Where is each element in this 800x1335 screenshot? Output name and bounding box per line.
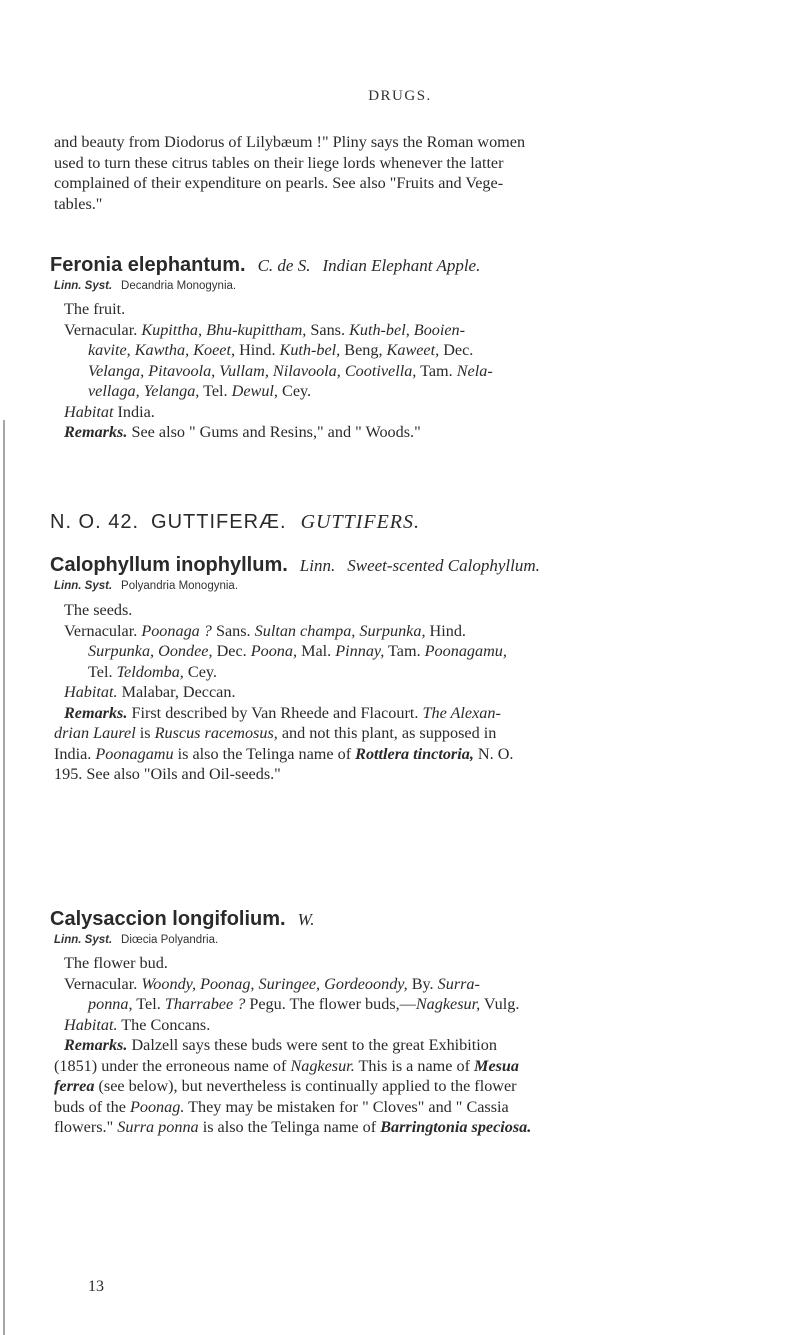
language-abbr: Hind. <box>235 341 280 359</box>
remarks-text: See also " Gums and Resins," and " Woods." <box>127 423 421 441</box>
species-author: Linn. <box>299 556 336 575</box>
remarks-text: This is a name of <box>354 1056 475 1075</box>
remarks-text: 195. See also "Oils and Oil-seeds." <box>54 765 281 783</box>
remarks-term: Ruscus racemosus, <box>154 724 278 742</box>
remarks-line <box>54 422 768 443</box>
entry-heading-calophyllum <box>50 554 770 577</box>
habitat-value: India. <box>113 402 155 421</box>
order-latin-name: GUTTIFERÆ. <box>151 511 287 533</box>
linn-abbr: Linn. Syst. <box>54 934 113 946</box>
remarks-text: and not this plant, as supposed in <box>277 724 497 742</box>
vernacular-term: Velanga, Pitavoola, Vullam, Nilavoola, Cootivella, <box>88 361 417 380</box>
remarks-text: (1851) under the erroneous name of <box>54 1056 291 1075</box>
habitat-label: Habitat <box>64 402 114 421</box>
remarks-term: The Alexan- <box>422 703 501 722</box>
language-abbr: Tel. <box>199 382 232 400</box>
calysaccion-body <box>54 953 768 1138</box>
vernacular-term: Kuth-bel, <box>279 341 341 359</box>
language-abbr: Sans. <box>211 621 255 640</box>
vernacular-term: Tharrabee ? <box>164 995 246 1013</box>
remarks-text: India. <box>54 744 96 763</box>
remarks-term: drian Laurel <box>54 724 136 742</box>
plant-part: The flower bud. <box>64 954 168 972</box>
vernacular-term: Poonaga ? <box>141 621 212 640</box>
remarks-text: They may be mistaken for " Cloves" and " Cassia <box>184 1097 509 1116</box>
natural-order-heading <box>50 511 420 534</box>
habitat-line <box>54 1015 768 1036</box>
remarks-text: is also the Telinga name of <box>198 1118 381 1136</box>
running-head: DRUGS. <box>368 88 432 104</box>
language-abbr: Dec. <box>439 341 474 359</box>
vernacular-term: Poona, <box>250 642 298 660</box>
language-abbr: Dec. <box>212 642 251 660</box>
vernacular-term: Woondy, Poonag, Suringee, Gordeoondy, <box>141 974 408 993</box>
vernacular-term: Teldomba, <box>116 662 184 681</box>
vernacular-term: Kuth-bel, Booien- <box>349 320 466 339</box>
species-author: W. <box>297 910 315 929</box>
vernacular-term: Kupittha, Bhu-kupittham, <box>141 320 307 339</box>
vernacular-term: vellaga, Yelanga, <box>88 382 200 400</box>
calophyllum-body <box>54 600 768 785</box>
vernacular-names <box>54 320 768 402</box>
linn-class: Polyandria Monogynia. <box>121 580 239 592</box>
habitat-label: Habitat. <box>64 683 118 701</box>
remarks-label: Remarks. <box>64 423 128 441</box>
vernacular-label: Vernacular. <box>64 974 138 993</box>
remarks-text: First described by Van Rheede and Flacourt. <box>127 703 423 722</box>
remarks-text: Dalzell says these buds were sent to the great Exhibition <box>127 1036 497 1054</box>
habitat-line <box>54 402 768 423</box>
habitat-value: The Concans. <box>117 1015 211 1034</box>
remarks-text: Pegu. The flower buds,— <box>245 995 416 1013</box>
vernacular-term: Pinnay, <box>335 642 385 660</box>
vernacular-names <box>54 974 768 1015</box>
language-abbr: Tam. <box>416 361 457 380</box>
linn-abbr: Linn. Syst. <box>54 580 113 592</box>
habitat-line <box>54 682 768 703</box>
habitat-value: Malabar, Deccan. <box>117 683 236 701</box>
remarks-label: Remarks. <box>64 1036 128 1054</box>
remarks-text: is <box>135 724 155 742</box>
entry-heading-calysaccion <box>50 908 770 931</box>
feronia-body <box>54 299 768 443</box>
language-abbr: By. <box>407 974 438 993</box>
remarks-term: Barringtonia speciosa. <box>380 1118 532 1136</box>
order-english-name: GUTTIFERS. <box>300 511 421 533</box>
remarks-term: Rottlera tinctoria, <box>355 744 474 763</box>
plant-part: The seeds. <box>64 601 133 619</box>
vernacular-term: kavite, Kawtha, Koeet, <box>88 341 236 359</box>
remarks-term: Poonag. <box>129 1097 185 1116</box>
binding-edge-line <box>3 420 5 1335</box>
common-name: Sweet-scented Calophyllum. <box>347 556 540 575</box>
vernacular-names <box>54 621 768 683</box>
plant-part: The fruit. <box>64 300 126 318</box>
species-name: Calysaccion longifolium. <box>50 908 286 930</box>
language-abbr: Tam. <box>384 642 425 660</box>
vernacular-term: Nagkesur, <box>415 995 481 1013</box>
remarks-text: (see below), but nevertheless is continually applied to the flower <box>94 1077 517 1095</box>
intro-line: tables." <box>54 194 103 213</box>
remarks-label: Remarks. <box>64 703 128 722</box>
intro-paragraph <box>54 132 768 214</box>
vernacular-term: Surpunka, Oondee, <box>88 642 213 660</box>
linn-class: Diœcia Polyandria. <box>121 934 219 946</box>
vernacular-term: Sultan champa, Surpunka, <box>254 621 426 640</box>
common-name: Indian Elephant Apple. <box>322 256 481 275</box>
vernacular-term: Nela- <box>456 361 493 380</box>
page-number: 13 <box>88 1278 104 1295</box>
species-name: Feronia elephantum. <box>50 254 246 276</box>
vernacular-label: Vernacular. <box>64 320 138 339</box>
remarks-text: is also the Telinga name of <box>173 744 356 763</box>
vernacular-label: Vernacular. <box>64 621 138 640</box>
language-abbr: Cey. <box>183 662 217 681</box>
remarks-term: Poonagamu <box>95 744 174 763</box>
remarks-term: Nagkesur. <box>290 1056 355 1075</box>
remarks-text: flowers." <box>54 1118 118 1136</box>
entry-heading-feronia <box>50 254 770 277</box>
intro-line: and beauty from Diodorus of Lilybæum !" Pliny says the Roman women <box>54 133 526 151</box>
vernacular-term: Poonagamu, <box>424 642 507 660</box>
linnaean-system <box>54 580 238 592</box>
language-abbr: Beng, <box>340 341 387 359</box>
language-abbr: Mal. <box>297 642 336 660</box>
species-name: Calophyllum inophyllum. <box>50 554 288 576</box>
language-abbr: Hind. <box>425 621 466 640</box>
linnaean-system <box>54 280 236 292</box>
vernacular-term: ponna, <box>88 995 133 1013</box>
language-abbr: Tel. <box>88 662 117 681</box>
language-abbr: Cey. <box>277 382 312 400</box>
vernacular-term: Dewul, <box>231 382 278 400</box>
remarks-text: buds of the <box>54 1097 130 1116</box>
remarks-paragraph <box>54 703 768 785</box>
remarks-term: ferrea <box>54 1077 95 1095</box>
vernacular-term: Kaweet, <box>386 341 440 359</box>
language-abbr: Vulg. <box>480 995 520 1013</box>
intro-line: complained of their expenditure on pearls. See also "Fruits and Vege- <box>54 174 504 192</box>
remarks-paragraph <box>54 1035 768 1138</box>
language-abbr: Tel. <box>132 995 165 1013</box>
remarks-term: Surra ponna <box>117 1118 199 1136</box>
language-abbr: Sans. <box>306 320 350 339</box>
remarks-term: Mesua <box>474 1056 520 1075</box>
habitat-label: Habitat. <box>64 1015 118 1034</box>
vernacular-term: Surra- <box>437 974 480 993</box>
remarks-text: N. O. <box>473 744 514 763</box>
linn-abbr: Linn. Syst. <box>54 280 113 292</box>
order-number: N. O. 42. <box>50 511 140 533</box>
linnaean-system <box>54 934 218 946</box>
intro-line: used to turn these citrus tables on their liege lords whenever the latter <box>54 153 504 172</box>
linn-class: Decandria Monogynia. <box>121 280 237 292</box>
species-author: C. de S. <box>257 256 311 275</box>
